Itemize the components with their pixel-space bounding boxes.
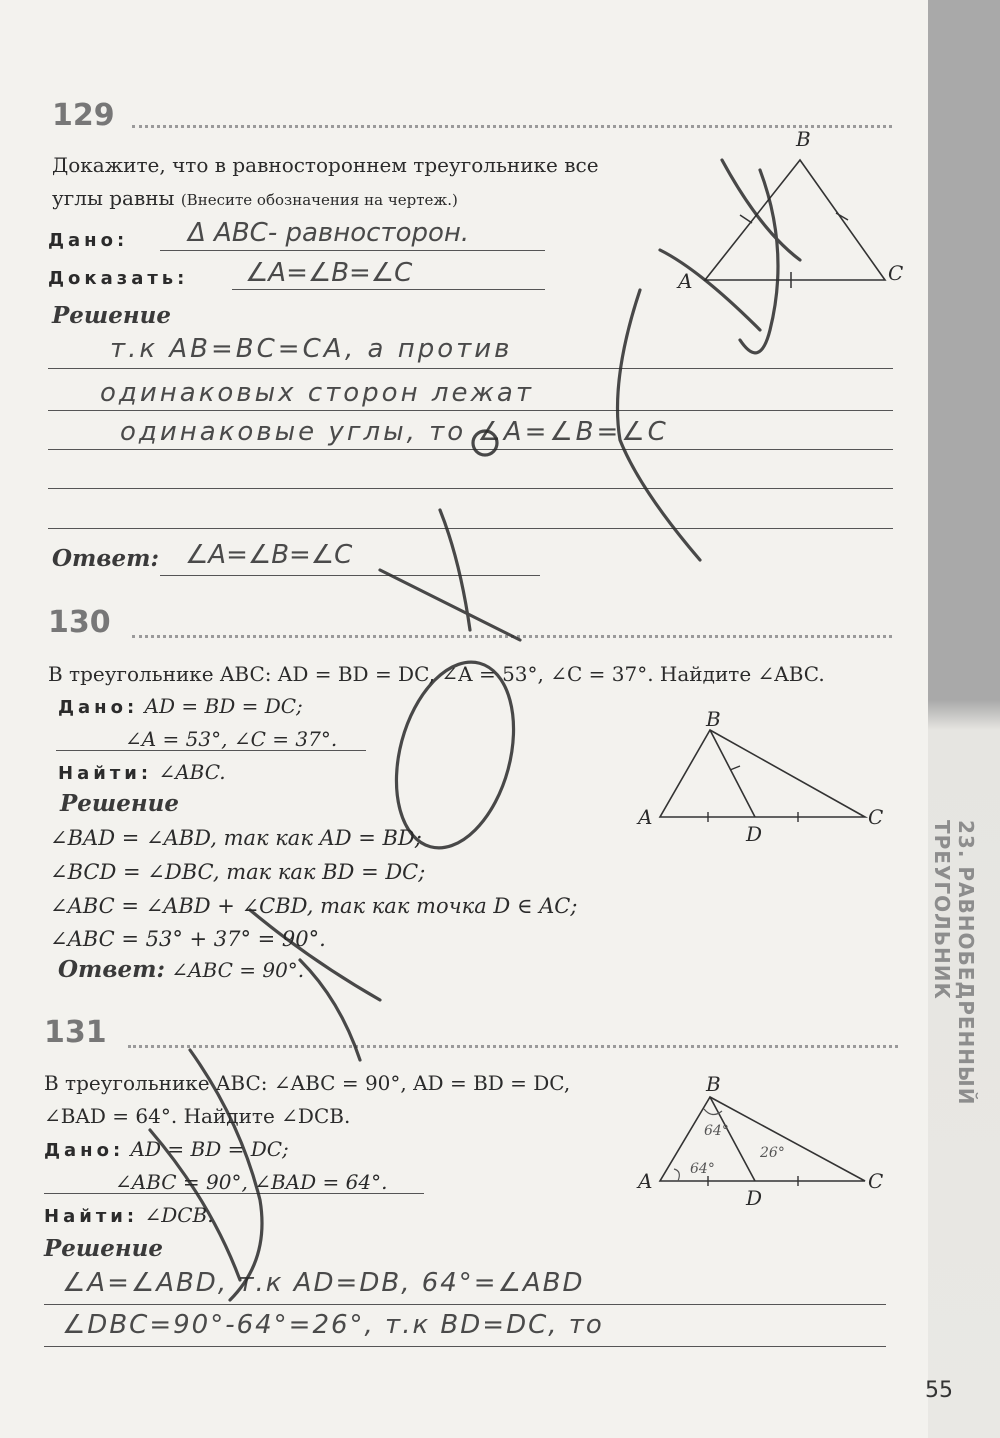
- prove-label: Доказать:: [48, 268, 189, 289]
- solution-line: ∠BAD = ∠ABD, так как AD = BD;: [50, 826, 422, 850]
- prove-handwritten: ∠A=∠B=∠C: [245, 258, 413, 288]
- vertex-b-label: B: [706, 707, 721, 731]
- task-129-statement-line1: Докажите, что в равностороннем треугольнике все: [52, 153, 599, 177]
- find-value: ∠ABC.: [158, 760, 226, 784]
- point-d-label: D: [746, 822, 763, 846]
- vertex-a-label: A: [678, 269, 693, 293]
- page-number: 55: [925, 1378, 953, 1403]
- task-131-number: 131: [44, 1015, 107, 1050]
- given-label: Дано:: [44, 1140, 125, 1161]
- solution-heading: Решение: [52, 302, 172, 329]
- solution-handwritten-line: т.к AB=BC=CA, а против: [110, 334, 513, 364]
- angle-a-label: 64°: [690, 1161, 715, 1177]
- solution-line: ∠ABC = 53° + 37° = 90°.: [50, 927, 326, 951]
- section-label: 23. РАВНОБЕДРЕННЫЙ ТРЕУГОЛЬНИК: [930, 820, 978, 1106]
- answer-handwritten: ∠A=∠B=∠C: [185, 540, 353, 570]
- statement-note: (Внесите обозначения на чертеж.): [180, 191, 458, 209]
- find-value: ∠DCB.: [144, 1203, 214, 1227]
- answer-label: Ответ:: [58, 956, 165, 983]
- answer-value: ∠ABC = 90°.: [171, 958, 305, 982]
- given-label: Дано:: [48, 230, 129, 251]
- angle-abd-label: 64°: [704, 1123, 729, 1139]
- given-label: Дано:: [58, 697, 139, 718]
- given-handwritten: Δ ABC- равносторон.: [188, 218, 470, 248]
- task-130-statement: В треугольнике ABC: AD = BD = DC, ∠A = 53°, ∠C = 37°. Найдите ∠ABC.: [48, 662, 825, 686]
- vertex-c-label: C: [888, 261, 904, 285]
- vertex-c-label: C: [868, 1169, 884, 1193]
- vertex-c-label: C: [868, 805, 884, 829]
- solution-heading: Решение: [60, 790, 180, 817]
- solution-line: ∠BCD = ∠DBC, так как BD = DC;: [50, 860, 426, 884]
- vertex-b-label: B: [706, 1072, 721, 1096]
- task-131-statement-line1: В треугольнике ABC: ∠ABC = 90°, AD = BD = DC,: [44, 1071, 571, 1095]
- given-value: AD = BD = DC;: [130, 1137, 289, 1161]
- given-value-2: ∠A = 53°, ∠C = 37°.: [125, 727, 338, 751]
- vertex-a-label: A: [638, 805, 653, 829]
- solution-handwritten-line: ∠A=∠ABD, т.к AD=DB, 64°=∠ABD: [62, 1268, 585, 1298]
- task-131-statement-line2: ∠BAD = 64°. Найдите ∠DCB.: [44, 1104, 351, 1128]
- solution-handwritten-line: одинаковые углы, то ∠A=∠B=∠C: [120, 417, 669, 447]
- solution-heading: Решение: [44, 1235, 164, 1262]
- angle-dbc-label: 26°: [760, 1145, 785, 1161]
- task-130-number: 130: [48, 605, 111, 640]
- statement-text: углы равны: [52, 186, 175, 210]
- solution-handwritten-line: ∠DBC=90°-64°=26°, т.к BD=DC, то: [62, 1310, 604, 1340]
- vertex-a-label: A: [638, 1169, 653, 1193]
- find-label: Найти:: [58, 763, 153, 784]
- point-d-label: D: [746, 1186, 763, 1210]
- task-129-number: 129: [52, 98, 115, 133]
- given-value: AD = BD = DC;: [144, 694, 303, 718]
- vertex-b-label: B: [796, 127, 811, 151]
- answer-label: Ответ:: [52, 545, 159, 572]
- given-value-2: ∠ABC = 90°, ∠BAD = 64°.: [115, 1170, 388, 1194]
- find-label: Найти:: [44, 1206, 139, 1227]
- solution-line: ∠ABC = ∠ABD + ∠CBD, так как точка D ∈ AC;: [50, 894, 578, 918]
- solution-handwritten-line: одинаковых сторон лежат: [100, 378, 534, 408]
